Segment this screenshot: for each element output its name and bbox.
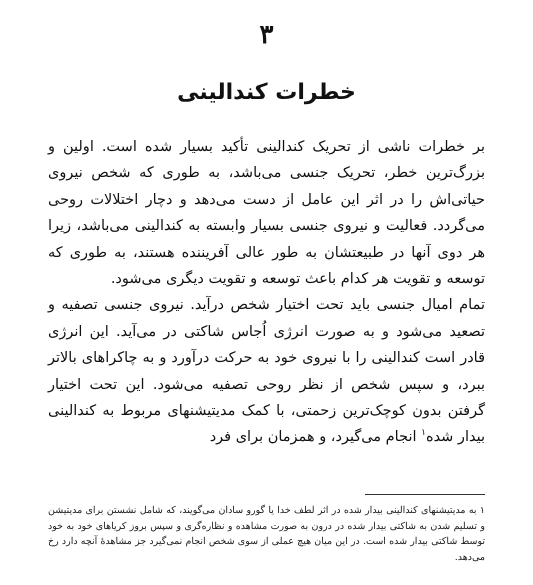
footnote-reference: ۱ [421,428,426,439]
footnote-divider [365,494,485,495]
chapter-number: ۳ [259,20,274,50]
body-paragraph-2-tail: انجام می‌گیرد، و همزمان برای فرد [209,429,422,446]
body-paragraph-2-text: تمام امیال جنسی باید تحت اختیار شخص درآید. نیروی جنسی تصفیه و تصعید می‌شود و به صورت انرژی اُجاس شاکتی در می‌آید. این انرژی قادر است کندالینی را با نیروی خود به حرکت درآورد و به چاکراهای بالاتر ببرد، و سپس شخص از نظر روحی تصفیه می‌شود. این تحت اختیار گرفتن بدون کوچک‌ترین زحمتی، با کمک مدیتیشنهای مربوط به کندالینی بیدار شده [48,297,485,446]
chapter-title: خطرات کندالینی [177,80,356,105]
chapter-body [48,134,485,451]
body-paragraph-2 [48,292,485,450]
footnote-text: ۱ به مدیتیشنهای کندالینی بیدار شده در اثر لطف خدا یا گورو سادان می‌گویند، که شامل نشستن برای مدیتیشن و تسلیم شدن به شاکتی بیدار شده در درون به صورت مشاهده و نظاره‌گری و سپس بروز کریاهای خود به خود توسط شاکتی بیدار شده است. در این میان هیچ عملی از سوی شخص انجام نمی‌گیرد جز مشاهدهٔ آنچه دارد رخ می‌دهد. [48,505,485,563]
body-paragraph-1: بر خطرات ناشی از تحریک کندالینی تأکید بسیار شده است. اولین و بزرگ‌ترین خطر، تحریک جنسی می‌باشد، به طوری که شخص نیروی حیاتی‌اش را در اثر این عامل از دست می‌دهد و دچار اختلالات روحی می‌گردد. فعالیت و نیروی جنسی بسیار وابسته به کندالینی می‌باشد، زیرا هر دوی آنها در طبیعتشان به طور عالی آفریننده هستند، به طوری که توسعه و تقویت هر کدام باعث توسعه و تقویت دیگری می‌شود. [48,139,485,288]
